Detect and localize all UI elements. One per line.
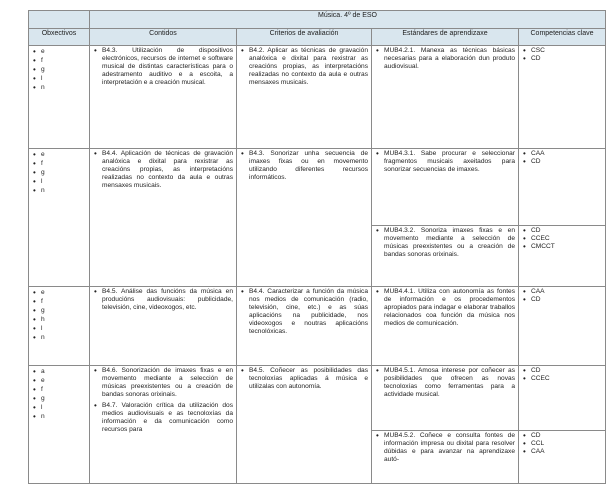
column-header-competences: Competencias clave bbox=[519, 29, 606, 46]
objective-item: • f bbox=[32, 385, 86, 394]
objective-item: • e bbox=[32, 288, 86, 297]
objective-item: • n bbox=[32, 333, 86, 342]
objective-item: • l bbox=[32, 403, 86, 412]
competences-cell bbox=[519, 46, 606, 149]
standard-item: • MUB4.3.1. Sabe procurar e seleccionar fragmentos musicais axeitados para sonorizar secuencias de imaxes. bbox=[375, 150, 515, 174]
table-row bbox=[29, 46, 606, 149]
standard-cell bbox=[372, 46, 519, 149]
competences-cell bbox=[519, 431, 606, 484]
competence-item: • CD bbox=[522, 227, 602, 235]
competence-item: • CD bbox=[522, 367, 602, 375]
objective-item: • n bbox=[32, 186, 86, 195]
criteria-cell bbox=[237, 149, 372, 287]
criteria-cell bbox=[237, 366, 372, 484]
contents-cell bbox=[90, 366, 237, 484]
competences-cell bbox=[519, 366, 606, 431]
objectives-cell bbox=[29, 287, 90, 366]
objective-item: • e bbox=[32, 150, 86, 159]
objective-item: • n bbox=[32, 83, 86, 92]
content-item: • B4.5. Análise das funcións da música en producións audiovisuais: publicidade, televisión, cine, videoxogos, etc. bbox=[93, 288, 233, 312]
column-header-row bbox=[29, 29, 606, 46]
objectives-list bbox=[32, 288, 86, 342]
objective-item: • h bbox=[32, 315, 86, 324]
objective-item: • f bbox=[32, 56, 86, 65]
standard-list bbox=[375, 150, 515, 174]
objectives-cell bbox=[29, 366, 90, 484]
standard-cell bbox=[372, 431, 519, 484]
table-row bbox=[29, 287, 606, 366]
competences-list bbox=[522, 227, 602, 251]
standard-item: • MUB4.3.2. Sonoriza imaxes fixas e en movemento mediante a selección de músicas preexistentes ou a creación de bandas sonoras orixinais. bbox=[375, 227, 515, 259]
competence-item: • CD bbox=[522, 55, 602, 63]
competence-item: • CD bbox=[522, 158, 602, 166]
contents-cell bbox=[90, 46, 237, 149]
objectives-list bbox=[32, 47, 86, 92]
competence-item: • CSC bbox=[522, 47, 602, 55]
column-header-contents: Contidos bbox=[90, 29, 237, 46]
competence-item: • CD bbox=[522, 432, 602, 440]
standard-item: • MUB4.4.1. Utiliza con autonomía as fontes de información e os procedementos apropiados para indagar e elaborar traballos relacionados coa función da música nos medios de comunicación. bbox=[375, 288, 515, 328]
objectives-list bbox=[32, 367, 86, 421]
content-item: • B4.6. Sonorización de imaxes fixas e en movemento mediante a selección de músicas preexistentes ou a creación de bandas sonoras orixinais. bbox=[93, 367, 233, 399]
objective-item: • l bbox=[32, 177, 86, 186]
objective-item: • g bbox=[32, 306, 86, 315]
objectives-cell bbox=[29, 149, 90, 287]
objective-item: • f bbox=[32, 297, 86, 306]
competence-item: • CCEC bbox=[522, 235, 602, 243]
standard-list bbox=[375, 47, 515, 71]
competences-list bbox=[522, 288, 602, 304]
criteria-list bbox=[240, 367, 368, 391]
standard-list bbox=[375, 367, 515, 399]
competence-item: • CMCCT bbox=[522, 243, 602, 251]
objective-item: • g bbox=[32, 65, 86, 74]
column-header-standards: Estándares de aprendizaxe bbox=[372, 29, 519, 46]
competence-item: • CAA bbox=[522, 288, 602, 296]
standard-list bbox=[375, 432, 515, 464]
standard-list bbox=[375, 227, 515, 259]
table-row bbox=[29, 149, 606, 226]
competences-cell bbox=[519, 226, 606, 287]
criterion-item: • B4.2. Aplicar as técnicas de gravación analóxica e dixital para rexistrar as creacións propias, as interpretacións realizadas no contexto da aula e outras mensaxes musicais. bbox=[240, 47, 368, 87]
content-item: • B4.3. Utilización de dispositivos electrónicos, recursos de internet e software musical de distintas características para o adestramento auditivo e a escoita, a interpretación e a creación musical. bbox=[93, 47, 233, 87]
criterion-item: • B4.5. Coñecer as posibilidades das tecnoloxías aplicadas á música e utilizalas con autonomía. bbox=[240, 367, 368, 391]
standard-item: • MUB4.5.1. Amosa interese por coñecer as posibilidades que ofrecen as novas tecnoloxías como ferramentas para a actividade musical. bbox=[375, 367, 515, 399]
criteria-cell bbox=[237, 287, 372, 366]
criteria-list bbox=[240, 288, 368, 336]
content-item: • B4.4. Aplicación de técnicas de gravación analóxica e dixital para rexistrar as creacións propias, as interpretacións realizadas no contexto da aula e outras mensaxes musicais. bbox=[93, 150, 233, 190]
objective-item: • n bbox=[32, 412, 86, 421]
header-blank-cell bbox=[29, 11, 90, 29]
standard-item: • MUB4.5.2. Coñece e consulta fontes de información impresa ou dixital para resolver dúbidas e para avanzar na aprendizaxe autó- bbox=[375, 432, 515, 464]
content-item: • B4.7. Valoración crítica da utilización dos medios audiovisuais e as tecnoloxías da información e da comunicación como recursos para bbox=[93, 402, 233, 434]
competences-list bbox=[522, 367, 602, 383]
objectives-cell bbox=[29, 46, 90, 149]
competences-cell bbox=[519, 149, 606, 226]
competences-list bbox=[522, 150, 602, 166]
competences-cell bbox=[519, 287, 606, 366]
band-row bbox=[29, 11, 606, 29]
contents-cell bbox=[90, 149, 237, 287]
objective-item: • e bbox=[32, 376, 86, 385]
criteria-cell bbox=[237, 46, 372, 149]
contents-list bbox=[93, 47, 233, 87]
objective-item: • l bbox=[32, 324, 86, 333]
competence-item: • CCEC bbox=[522, 375, 602, 383]
contents-list bbox=[93, 150, 233, 190]
objective-item: • g bbox=[32, 394, 86, 403]
criterion-item: • B4.4. Caracterizar a función da música nos medios de comunicación (radio, televisión, cine, etc.) e as súas aplicacións na publicidade, nos videoxogos e noutras aplicacións tecnolóxicas. bbox=[240, 288, 368, 336]
objective-item: • a bbox=[32, 367, 86, 376]
competence-item: • CAA bbox=[522, 150, 602, 158]
criterion-item: • B4.3. Sonorizar unha secuencia de imaxes fixas ou en movemento utilizando diferentes recursos informáticos. bbox=[240, 150, 368, 182]
curriculum-table bbox=[28, 10, 606, 484]
criteria-list bbox=[240, 47, 368, 87]
objective-item: • f bbox=[32, 159, 86, 168]
contents-cell bbox=[90, 287, 237, 366]
competences-list bbox=[522, 47, 602, 63]
objective-item: • e bbox=[32, 47, 86, 56]
standard-cell bbox=[372, 226, 519, 287]
contents-list bbox=[93, 288, 233, 312]
competences-list bbox=[522, 432, 602, 456]
objective-item: • l bbox=[32, 74, 86, 83]
band-title: Música. 4º de ESO bbox=[90, 11, 606, 29]
contents-list bbox=[93, 367, 233, 434]
standard-item: • MUB4.2.1. Manexa as técnicas básicas necesarias para a elaboración dun produto audiovisual. bbox=[375, 47, 515, 71]
objectives-list bbox=[32, 150, 86, 195]
standard-cell bbox=[372, 149, 519, 226]
standard-cell bbox=[372, 366, 519, 431]
objective-item: • g bbox=[32, 168, 86, 177]
criteria-list bbox=[240, 150, 368, 182]
standard-cell bbox=[372, 287, 519, 366]
column-header-criteria: Criterios de avaliación bbox=[237, 29, 372, 46]
column-header-objectives: Obxectivos bbox=[29, 29, 90, 46]
competence-item: • CAA bbox=[522, 448, 602, 456]
table-row bbox=[29, 366, 606, 431]
competence-item: • CD bbox=[522, 296, 602, 304]
competence-item: • CCL bbox=[522, 440, 602, 448]
standard-list bbox=[375, 288, 515, 328]
